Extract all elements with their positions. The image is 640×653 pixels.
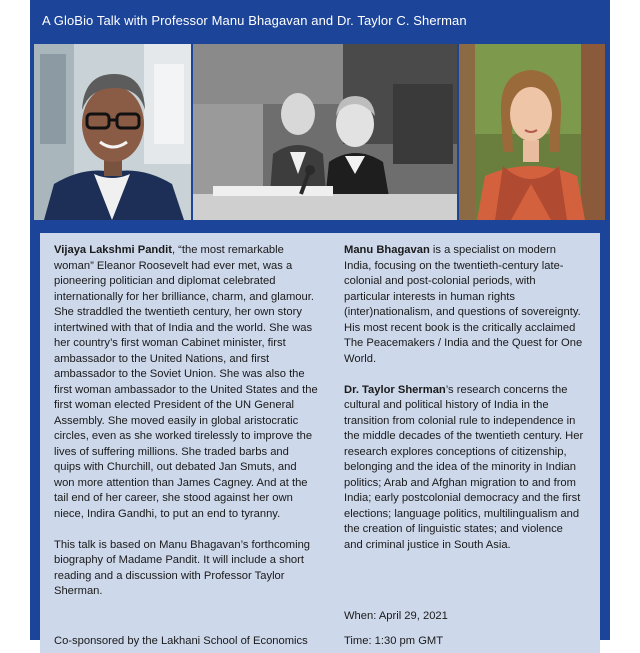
pandit-bio-text: , “the most remarkable woman” Eleanor Roosevelt had ever met, was a pioneering politician and diplomat celebrated internationally for her brilliance, charm, and glamour. She straddled the twentieth century, her own story intertwined with that of India and the world. She was her country’s first woman Cabinet minister, first ambassador to the United Nations, and first ambassador to the Soviet Union. She was also the first woman ambassador to the United States and the first woman elected President of the UN General Assembly. She moved easily in global aristocratic circles, even as she worked tirelessly to improve the lives of suffering millions. She traded barbs and quips with Churchill, out debated Jan Smuts, and won more attention than James Cagney. And at the tail end of her career, she stood against her own niece, Indira Gandhi, to put an end to tyranny. <box>54 244 318 520</box>
talk-description: This talk is based on Manu Bhagavan’s forthcoming biography of Madame Pandit. It will include a short reading and a discussion with Professor Taylor Sherman. <box>54 538 311 597</box>
event-title: A GloBio Talk with Professor Manu Bhagavan and Dr. Taylor C. Sherman <box>42 13 467 28</box>
sherman-name: Dr. Taylor Sherman <box>344 383 446 396</box>
content-panel <box>40 233 600 653</box>
historical-photo-pandit-un <box>193 44 457 220</box>
sherman-bio-text: ’s research concerns the cultural and political history of India in the transition from colonial rule to independence in the middle decades of the twentieth century. Her research explores conceptions of citizenship, belonging and the idea of the minority in Indian politics; Arab and Afghan migration to and from India; early postcolonial democracy and the first elections; language politics, multilingualism and the creation of linguistic states; and violence and criminal justice in South Asia. <box>344 383 584 551</box>
event-date: When: April 29, 2021 <box>344 610 448 622</box>
pandit-name: Vijaya Lakshmi Pandit <box>54 244 172 256</box>
bhagavan-bio <box>344 243 584 367</box>
portrait-photo-man-glasses <box>34 44 191 220</box>
bhagavan-name: Manu Bhagavan <box>344 244 430 256</box>
left-column <box>54 243 318 615</box>
portrait-photo-woman-scarf <box>459 44 605 220</box>
bhagavan-bio-text: is a specialist on modern India, focusing on the twentieth-century late-colonial and post-colonial periods, with particular interests in human rights (inter)nationalism, and questions of sovereignty. His most recent book is the critically acclaimed The Peacemakers / India and the Quest for One World. <box>344 244 583 365</box>
pandit-bio <box>54 243 318 522</box>
sponsor-line: Co-sponsored by the Lakhani School of Economics <box>54 635 308 647</box>
sherman-bio <box>344 383 584 554</box>
right-column <box>344 243 584 569</box>
event-time: Time: 1:30 pm GMT <box>344 635 444 647</box>
